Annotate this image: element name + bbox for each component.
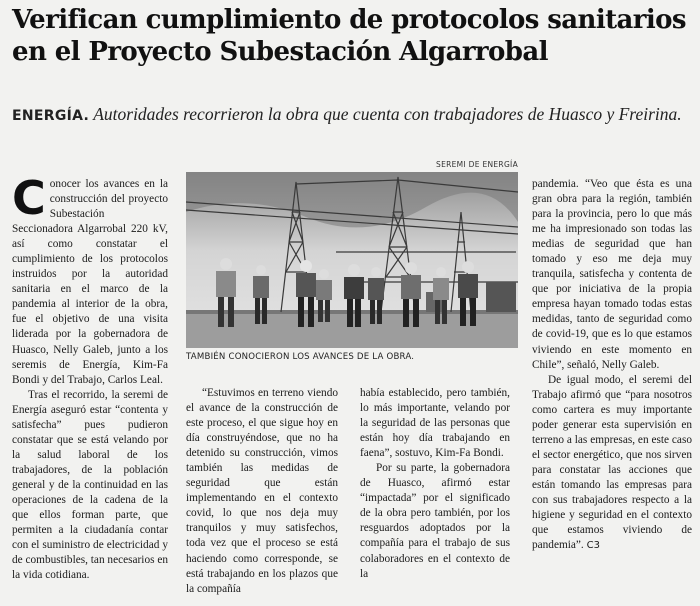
paragraph	[532, 373, 692, 554]
paragraph: Por su parte, la gobernadora de Huasco, afirmó estar “impactada” por el significado de la obra pero también, por los resguardos adoptados por la compañía para el trabajo de sus colaboradores en el contexto de la	[360, 462, 510, 580]
deck-text: Autoridades recorrieron la obra que cuenta con trabajadores de Huasco y Freirina.	[93, 104, 682, 124]
body-column-3	[360, 386, 510, 582]
photo-illustration	[186, 172, 518, 348]
body-column-2	[186, 386, 338, 597]
paragraph-text: De igual modo, el seremi del Trabajo afirmó que “para nosotros como cartera es muy importante poder generar esta supervisión en terreno a las empresas, en este caso el sector energético, que nos sirven para constatar las acciones que están tomando las empresas para con sus trabajadores respecto a la higiene y seguridad en el contexto que estamos viviendo de pandemia”.	[532, 373, 692, 552]
headline: Verifican cumplimiento de protocolos sanitarios en el Proyecto Subestación Algarrobal	[12, 5, 686, 67]
drop-cap: C	[12, 171, 46, 225]
paragraph: Tras el recorrido, la seremi de Energía aseguró estar “contenta y satisfecha” pues pudieron constatar que se está velando por la salud laboral de los trabajadores, de la población general y de la continuidad en las operaciones de la cadena de la que ellos forman parte, que permiten a la ciudadanía contar con el suministro de electricidad y de combustibles, tan necesarios en la vida cotidiana.	[12, 388, 168, 582]
photo-credit: SEREMI DE ENERGÍA	[436, 160, 518, 169]
kicker: ENERGÍA.	[12, 108, 90, 124]
article-photo	[186, 172, 518, 348]
paragraph	[12, 171, 168, 388]
end-mark: C3	[586, 540, 600, 552]
paragraph: pandemia. “Veo que ésta es una gran obra para la región, también para la provincia, pero lo que más me ha impresionado son todas las medias de seguridad que han tomado y eso me deja muy tranquila, satisfecha y contenta de que por iniciativa de la propia empresa hayan tomado todas estas medidas, tanto de seguridad como de covid-19, que es lo que estamos viviendo en este momento en Chile”, señaló, Nelly Galeb.	[532, 178, 692, 371]
paragraph: había establecido, pero también, lo más importante, velando por la seguridad de las personas que están hoy día trabajando en faena”, sostuvo, Kim-Fa Bondi.	[360, 387, 510, 460]
paragraph-text: onocer los avances en la construcción del proyecto Subestación Seccionadora Algarrobal 220 kV, así como constatar el cumplimiento de los protocolos instruidos por la autoridad sanitaria en el marco de la pandemia al interior de la obra, fue el objetivo de una visita liderada por la gobernadora de Huasco, Nelly Galeb, junto a los seremis de Energía, Kim-Fa Bondi y del Trabajo, Carlos Leal.	[12, 178, 168, 386]
photo-caption: TAMBIÉN CONOCIERON LOS AVANCES DE LA OBRA.	[186, 352, 415, 362]
paragraph: “Estuvimos en terreno viendo el avance de la construcción de este proceso, el que sigue hoy en día construyéndose, que no ha detenido su construcción, vimos también las medidas de seguridad que están implementando en el contexto covid, lo que nos deja muy tranquilos y muy satisfechos, toda vez que el proceso se está haciendo como corresponde, se está trabajando en los plazos que la compañía	[186, 387, 338, 595]
body-column-4	[532, 177, 692, 553]
body-column-1	[12, 171, 168, 597]
deck	[12, 103, 692, 127]
